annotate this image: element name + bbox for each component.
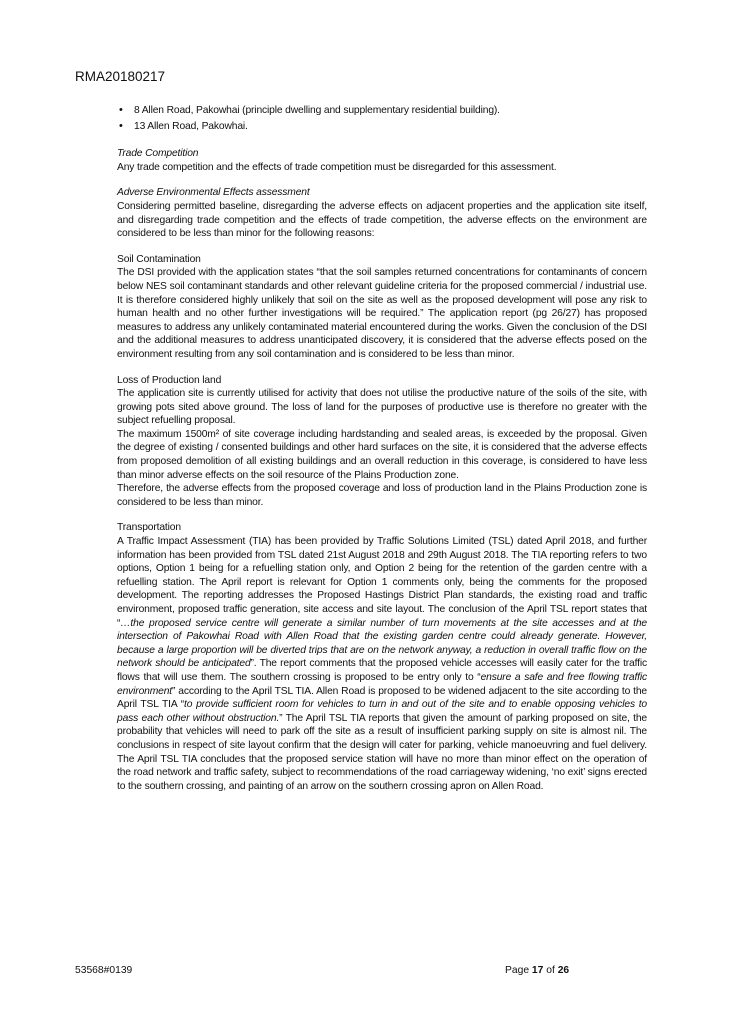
page-number	[505, 965, 569, 976]
quote: …the proposed service centre will generate a similar number of turn movements at the site accesses and at the intersection of Pakowhai Road with Allen Road that the existing garden centre could already generate. However, because a large proportion will be diverted trips that are on the network anyway, a reduction in overall traffic flow on the network should be anticipated	[117, 617, 647, 670]
text-run: A Traffic Impact Assessment (TIA) has been provided by Traffic Solutions Limited (TSL) dated April 2018, and further information has been provided from TSL dated 21st August 2018 and 29th August 2018. The TIA reporting refers to two options, Option 1 being for a refuelling station only, and Option 2 being for the retention of the garden centre with a refuelling station. The April report is relevant for Option 1 comments only, being the comments for the proposed development. The reporting addresses the Proposed Hastings District Plan standards, the existing road and traffic environment, proposed traffic generation, site access and site layout. The conclusion of the April TSL report states that “	[117, 536, 647, 629]
document-body	[117, 104, 647, 793]
address-list	[117, 104, 647, 133]
section-heading: Loss of Production land	[117, 374, 222, 386]
section-heading: Transportation	[117, 522, 181, 534]
paragraph	[117, 535, 647, 793]
document-reference: RMA20180217	[75, 69, 166, 84]
list-item: • 8 Allen Road, Pakowhai (principle dwelling and supplementary residential building).	[117, 104, 647, 118]
page-total: 26	[557, 965, 570, 976]
transportation-section	[117, 521, 647, 793]
quote: ensure a safe and free flowing traffic environment	[117, 671, 647, 697]
production-land-section	[117, 374, 647, 510]
page-of: of	[543, 965, 558, 976]
page-current: 17	[531, 965, 544, 976]
soil-contamination-section	[117, 253, 647, 362]
page-label: Page	[505, 965, 532, 976]
section-heading: Trade Competition	[117, 148, 199, 160]
paragraph: Considering permitted baseline, disregarding the adverse effects on adjacent properties and the application site itself, and disregarding trade competition and the effects of trade competition, the adverse effects on the environment are considered to be less than minor for the following reasons:	[117, 200, 647, 240]
paragraph: The application site is currently utilised for activity that does not utilise the productive nature of the soils of the site, with growing pots sited above ground. The loss of land for the purposes of productive use is therefore no greater with the subject refuelling proposal.	[117, 388, 647, 427]
quote: to provide sufficient room for vehicles to turn in and out of the site and to enable opposing vehicles to pass each other without obstruction.	[117, 699, 647, 724]
paragraph: The maximum 1500m² of site coverage including hardstanding and sealed areas, is exceeded by the proposal. Given the degree of existing / consented buildings and other hard surfaces on the site, it is considered that the adverse effects from proposed demolition of all existing buildings and an overall reduction in this coverage, is considered to have less than minor adverse effects on the soil resource of the Plains Production zone.	[117, 428, 647, 481]
paragraph: Therefore, the adverse effects from the proposed coverage and loss of production land in the Plains Production zone is considered to be less than minor.	[117, 483, 647, 508]
text-run: ” according to the April TSL TIA. Allen Road is proposed to be widened adjacent to the site according to the April TSL TIA “	[117, 685, 647, 711]
section-heading: Adverse Environmental Effects assessment	[117, 187, 310, 199]
paragraph: The DSI provided with the application states “that the soil samples returned concentrations for contaminants of concern below NES soil contaminant standards and other relevant guideline criteria for the proposed commercial / industrial use. It is therefore considered highly unlikely that soil on the site as well as the proposed development will pose any risk to human health and no other further investigations will be required.” The application report (pg 26/27) has proposed measures to address any unlikely contaminated material encountered during the works. Given the conclusion of the DSI and the additional measures to address unanticipated discovery, it is considered that the adverse effects posed on the environment resulting from any soil contamination and is considered to be less than minor.	[117, 267, 647, 360]
text-run: ”. The report comments that the proposed vehicle accesses will easily cater for the traffic flows that will use them. The southern crossing is proposed to be entry only to “	[117, 658, 648, 683]
section-heading: Soil Contamination	[117, 253, 201, 265]
text-run: ” The April TSL TIA reports that given the amount of parking proposed on site, the probability that vehicles will need to park off the site as a result of insufficient parking supply on site is almost nil. The conclusions in respect of site layout confirm that the design will cater for parking, vehicle manoeuvring and fuel delivery. The April TSL TIA concludes that the proposed service station will have no more than minor effect on the operation of the road network and traffic safety, subject to recommendations of the road carriageway widening, ‘no exit’ signs erected to the southern crossing, and painting of an arrow on the southern crossing apron on Allen Road.	[117, 712, 648, 792]
document-id: 53568#0139	[75, 965, 133, 976]
adverse-effects-section	[117, 186, 647, 240]
trade-competition-section	[117, 147, 647, 174]
paragraph: Any trade competition and the effects of trade competition must be disregarded for this assessment.	[117, 161, 557, 173]
list-item: • 13 Allen Road, Pakowhai.	[117, 120, 647, 134]
